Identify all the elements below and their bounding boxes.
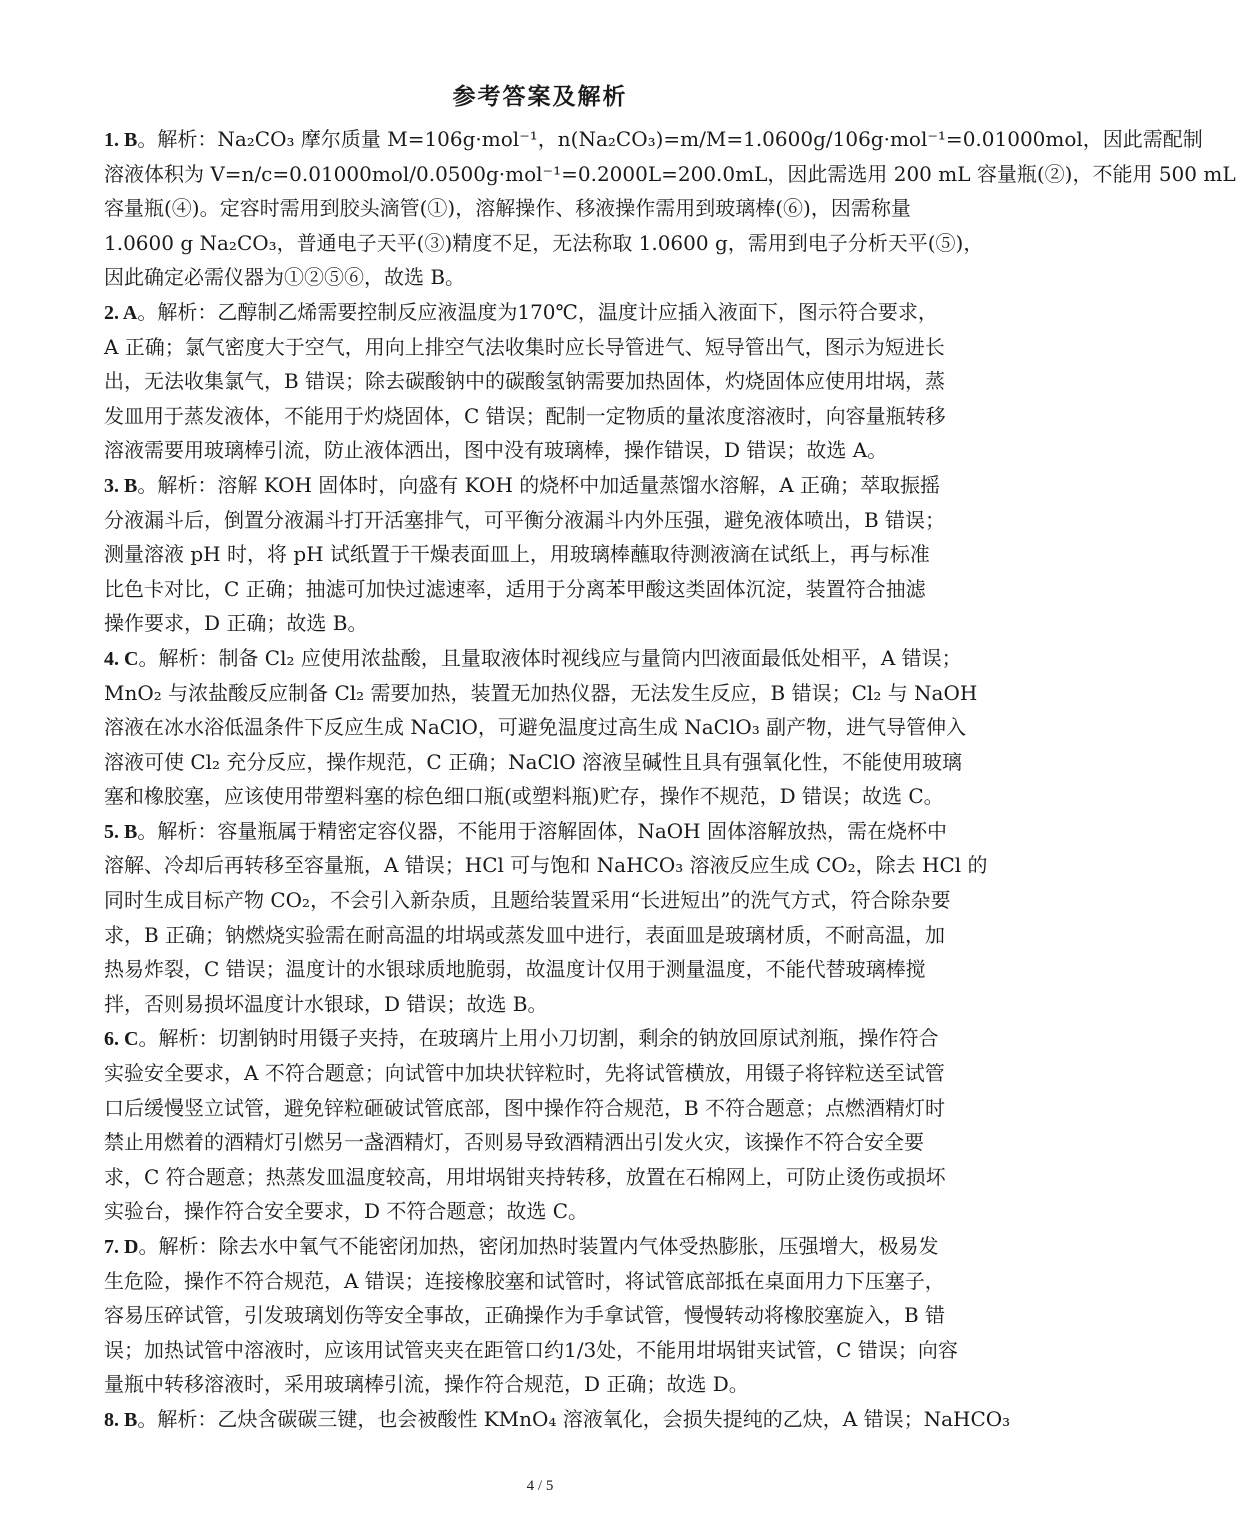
question-number: 8. B	[104, 1408, 138, 1431]
line-text: 量瓶中转移溶液时，采用玻璃棒引流，操作符合规范，D 正确；故选 D。	[104, 1372, 749, 1397]
question-number: 6. C	[104, 1028, 139, 1051]
text-line	[104, 260, 1008, 295]
text-line	[104, 503, 1008, 538]
text-line	[104, 399, 1008, 434]
text-line	[104, 606, 1008, 641]
text-line	[104, 745, 1008, 780]
text-line	[104, 157, 1236, 192]
line-text: 容量瓶(④)。定容时需用到胶头滴管(①)，溶解操作、移液操作需用到玻璃棒(⑥)，因需称量	[104, 196, 911, 221]
text-line	[104, 1229, 1008, 1264]
question-number: 7. D	[104, 1236, 139, 1258]
question-number: 2. A	[104, 301, 138, 324]
text-line	[104, 122, 1203, 157]
question-number: 3. B	[104, 474, 138, 497]
page-title: 参考答案及解析	[452, 84, 628, 110]
line-text: 。解析：溶解 KOH 固体时，向盛有 KOH 的烧杯中加适量蒸馏水溶解，A 正确；萃取振摇	[137, 472, 941, 497]
text-line	[104, 1056, 1008, 1091]
line-text: 测量溶液 pH 时，将 pH 试纸置于干燥表面皿上，用玻璃棒蘸取待测液滴在试纸上，再与标准	[104, 542, 930, 567]
line-text: 塞和橡胶塞，应该使用带塑料塞的棕色细口瓶(或塑料瓶)贮存，操作不规范，D 错误；故选 C。	[104, 784, 944, 809]
text-line	[104, 676, 1008, 711]
line-text: 容易压碎试管，引发玻璃划伤等安全事故，正确操作为手拿试管，慢慢转动将橡胶塞旋入，B 错	[104, 1303, 946, 1328]
text-line	[104, 1298, 1008, 1333]
text-line	[104, 226, 1008, 261]
line-text: 求，B 正确；钠燃烧实验需在耐高温的坩埚或蒸发皿中进行，表面皿是玻璃材质，不耐高温，加	[104, 922, 946, 947]
text-line	[104, 987, 1008, 1022]
question-number: 1. B	[104, 129, 138, 151]
text-line	[104, 814, 1008, 849]
line-text: 。解析：Na₂CO₃ 摩尔质量 M=106g·mol⁻¹，n(Na₂CO₃)=m/M=1.0600g/106g·mol⁻¹=0.01000mol，因此需配制	[137, 127, 1203, 151]
line-text: 。解析：除去水中氧气不能密闭加热，密闭加热时装置内气体受热膨胀，压强增大，极易发	[138, 1234, 939, 1258]
text-line	[104, 1402, 1011, 1437]
text-line	[104, 779, 1008, 814]
text-line	[104, 1264, 1008, 1299]
text-line	[104, 918, 1008, 953]
text-line	[104, 1021, 1008, 1056]
text-line	[104, 468, 1008, 503]
question-number: 5. B	[104, 820, 138, 843]
text-line	[104, 537, 1008, 572]
answer-body	[104, 122, 1236, 1437]
line-text: 1.0600 g Na₂CO₃，普通电子天平(③)精度不足，无法称取 1.0600 g，需用到电子分析天平(⑤)，	[104, 230, 984, 255]
text-line	[104, 848, 1008, 883]
line-text: 。解析：乙醇制乙烯需要控制反应液温度为170℃，温度计应插入液面下，图示符合要求，	[137, 299, 938, 324]
line-text: 溶液体积为 V=n/c=0.01000mol/0.0500g·mol⁻¹=0.2000L=200.0mL，因此需选用 200 mL 容量瓶(②)，不能用 500 mL	[104, 161, 1236, 186]
line-text: 误；加热试管中溶液时，应该用试管夹夹在距管口约1/3处，不能用坩埚钳夹试管，C 错误；向容	[104, 1337, 958, 1362]
line-text: MnO₂ 与浓盐酸反应制备 Cl₂ 需要加热，装置无加热仪器，无法发生反应，B 错误；Cl₂ 与 NaOH	[104, 680, 978, 705]
text-line	[104, 572, 1008, 607]
text-line	[104, 883, 1008, 918]
text-line	[104, 952, 1008, 987]
text-line	[104, 1160, 1008, 1195]
line-text: 生危险，操作不符合规范，A 错误；连接橡胶塞和试管时，将试管底部抵在桌面用力下压塞子，	[104, 1268, 945, 1293]
text-line	[104, 191, 1008, 226]
line-text: 溶液需要用玻璃棒引流，防止液体洒出，图中没有玻璃棒，操作错误，D 错误；故选 A。	[104, 438, 888, 463]
text-line	[104, 1091, 1008, 1126]
line-text: 实验安全要求，A 不符合题意；向试管中加块状锌粒时，先将试管横放，用镊子将锌粒送至试管	[104, 1061, 945, 1086]
line-text: 实验台，操作符合安全要求，D 不符合题意；故选 C。	[104, 1199, 589, 1224]
line-text: 溶液在冰水浴低温条件下反应生成 NaClO，可避免温度过高生成 NaClO₃ 副产物，进气导管伸入	[104, 715, 967, 740]
line-text: A 正确；氯气密度大于空气，用向上排空气法收集时应长导管进气、短导管出气，图示为短进长	[104, 334, 945, 359]
text-line	[104, 433, 1008, 468]
text-line	[104, 1367, 1008, 1402]
line-text: 因此确定必需仪器为①②⑤⑥，故选 B。	[104, 265, 466, 290]
line-text: 拌，否则易损坏温度计水银球，D 错误；故选 B。	[104, 991, 548, 1016]
text-line	[104, 295, 1008, 330]
line-text: 操作要求，D 正确；故选 B。	[104, 611, 368, 636]
line-text: 。解析：乙炔含碳碳三键，也会被酸性 KMnO₄ 溶液氧化，会损失提纯的乙炔，A 错误；NaHCO₃	[137, 1406, 1011, 1431]
line-text: 比色卡对比，C 正确；抽滤可加快过滤速率，适用于分离苯甲酸这类固体沉淀，装置符合抽滤	[104, 576, 926, 601]
line-text: 。解析：切割钠时用镊子夹持，在玻璃片上用小刀切割，剩余的钠放回原试剂瓶，操作符合	[138, 1026, 939, 1051]
text-line	[104, 1194, 1008, 1229]
text-line	[104, 1333, 1008, 1368]
line-text: 发皿用于蒸发液体，不能用于灼烧固体，C 错误；配制一定物质的量浓度溶液时，向容量瓶转移	[104, 403, 946, 428]
line-text: 出，无法收集氯气，B 错误；除去碳酸钠中的碳酸氢钠需要加热固体，灼烧固体应使用坩埚，蒸	[104, 369, 946, 394]
line-text: 热易炸裂，C 错误；温度计的水银球质地脆弱，故温度计仅用于测量温度，不能代替玻璃棒搅	[104, 957, 926, 982]
question-number: 4. C	[104, 647, 139, 670]
line-text: 溶解、冷却后再转移至容量瓶，A 错误；HCl 可与饱和 NaHCO₃ 溶液反应生成 CO₂，除去 HCl 的	[104, 853, 988, 878]
text-line	[104, 710, 1008, 745]
text-line	[104, 330, 1008, 365]
text-line	[104, 364, 1008, 399]
text-line	[104, 1125, 1008, 1160]
line-text: 。解析：制备 Cl₂ 应使用浓盐酸，且量取液体时视线应与量筒内凹液面最低处相平，A 错误；	[138, 645, 962, 670]
line-text: 禁止用燃着的酒精灯引燃另一盏酒精灯，否则易导致酒精洒出引发火灾，该操作不符合安全要	[104, 1130, 924, 1155]
line-text: 分液漏斗后，倒置分液漏斗打开活塞排气，可平衡分液漏斗内外压强，避免液体喷出，B 错误；	[104, 507, 946, 532]
page-number: 4 / 5	[526, 1478, 554, 1494]
line-text: 口后缓慢竖立试管，避免锌粒砸破试管底部，图中操作符合规范，B 不符合题意；点燃酒精灯时	[104, 1095, 946, 1120]
line-text: 。解析：容量瓶属于精密定容仪器，不能用于溶解固体，NaOH 固体溶解放热，需在烧杯中	[137, 818, 947, 843]
line-text: 求，C 符合题意；热蒸发皿温度较高，用坩埚钳夹持转移，放置在石棉网上，可防止烫伤或损坏	[104, 1164, 946, 1189]
line-text: 同时生成目标产物 CO₂，不会引入新杂质，且题给装置采用“长进短出”的洗气方式，符合除杂要	[104, 888, 951, 913]
text-line	[104, 641, 1008, 676]
line-text: 溶液可使 Cl₂ 充分反应，操作规范，C 正确；NaClO 溶液呈碱性且具有强氧化性，不能使用玻璃	[104, 749, 962, 774]
